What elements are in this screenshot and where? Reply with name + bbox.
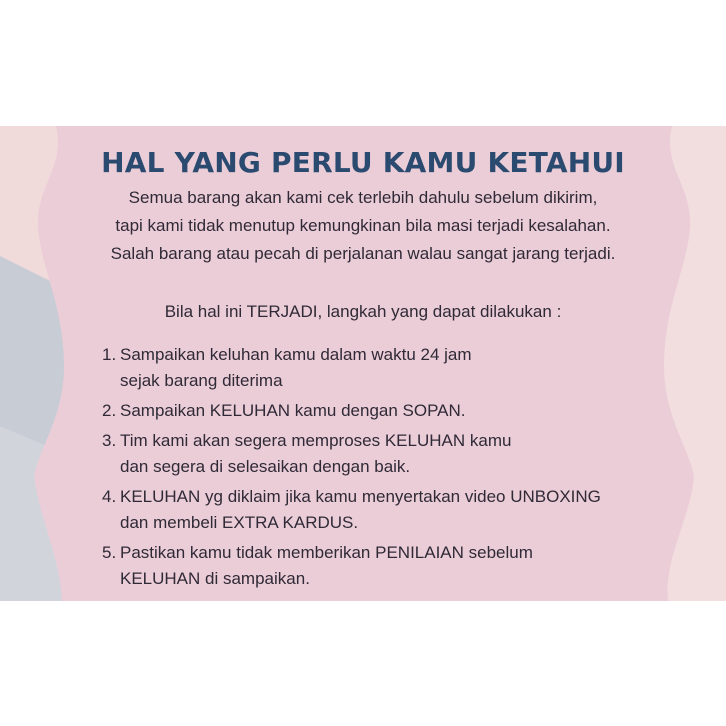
step-number: 1. bbox=[102, 345, 117, 364]
step-item bbox=[102, 428, 662, 480]
step-item bbox=[102, 342, 662, 394]
step-text: Sampaikan KELUHAN kamu dengan SOPAN. bbox=[120, 401, 466, 420]
steps-prompt: Bila hal ini TERJADI, langkah yang dapat dilakukan : bbox=[164, 302, 562, 321]
step-text: Sampaikan keluhan kamu dalam waktu 24 jam bbox=[120, 345, 472, 364]
step-item bbox=[102, 540, 662, 592]
step-text-continued: dan membeli EXTRA KARDUS. bbox=[120, 513, 359, 532]
intro-line: Salah barang atau pecah di perjalanan walau sangat jarang terjadi. bbox=[110, 244, 616, 263]
step-number: 3. bbox=[102, 431, 117, 450]
step-text-continued: KELUHAN di sampaikan. bbox=[120, 569, 310, 588]
step-number: 2. bbox=[102, 401, 117, 420]
intro-line: Semua barang akan kami cek terlebih dahulu sebelum dikirim, bbox=[128, 188, 598, 207]
page-title: HAL YANG PERLU KAMU KETAHUI bbox=[101, 146, 625, 179]
step-text: Pastikan kamu tidak memberikan PENILAIAN sebelum bbox=[120, 543, 533, 562]
step-text-continued: dan segera di selesaikan dengan baik. bbox=[120, 457, 411, 476]
step-text: Tim kami akan segera memproses KELUHAN kamu bbox=[120, 431, 512, 450]
step-item bbox=[102, 484, 662, 536]
info-banner bbox=[0, 126, 726, 601]
step-number: 5. bbox=[102, 543, 117, 562]
step-text-continued: sejak barang diterima bbox=[120, 371, 283, 390]
step-text: KELUHAN yg diklaim jika kamu menyertakan video UNBOXING bbox=[120, 487, 601, 506]
step-item bbox=[102, 398, 662, 424]
step-number: 4. bbox=[102, 487, 117, 506]
intro-paragraph bbox=[0, 184, 726, 268]
intro-line: tapi kami tidak menutup kemungkinan bila masi terjadi kesalahan. bbox=[115, 216, 611, 235]
steps-list bbox=[102, 342, 662, 592]
